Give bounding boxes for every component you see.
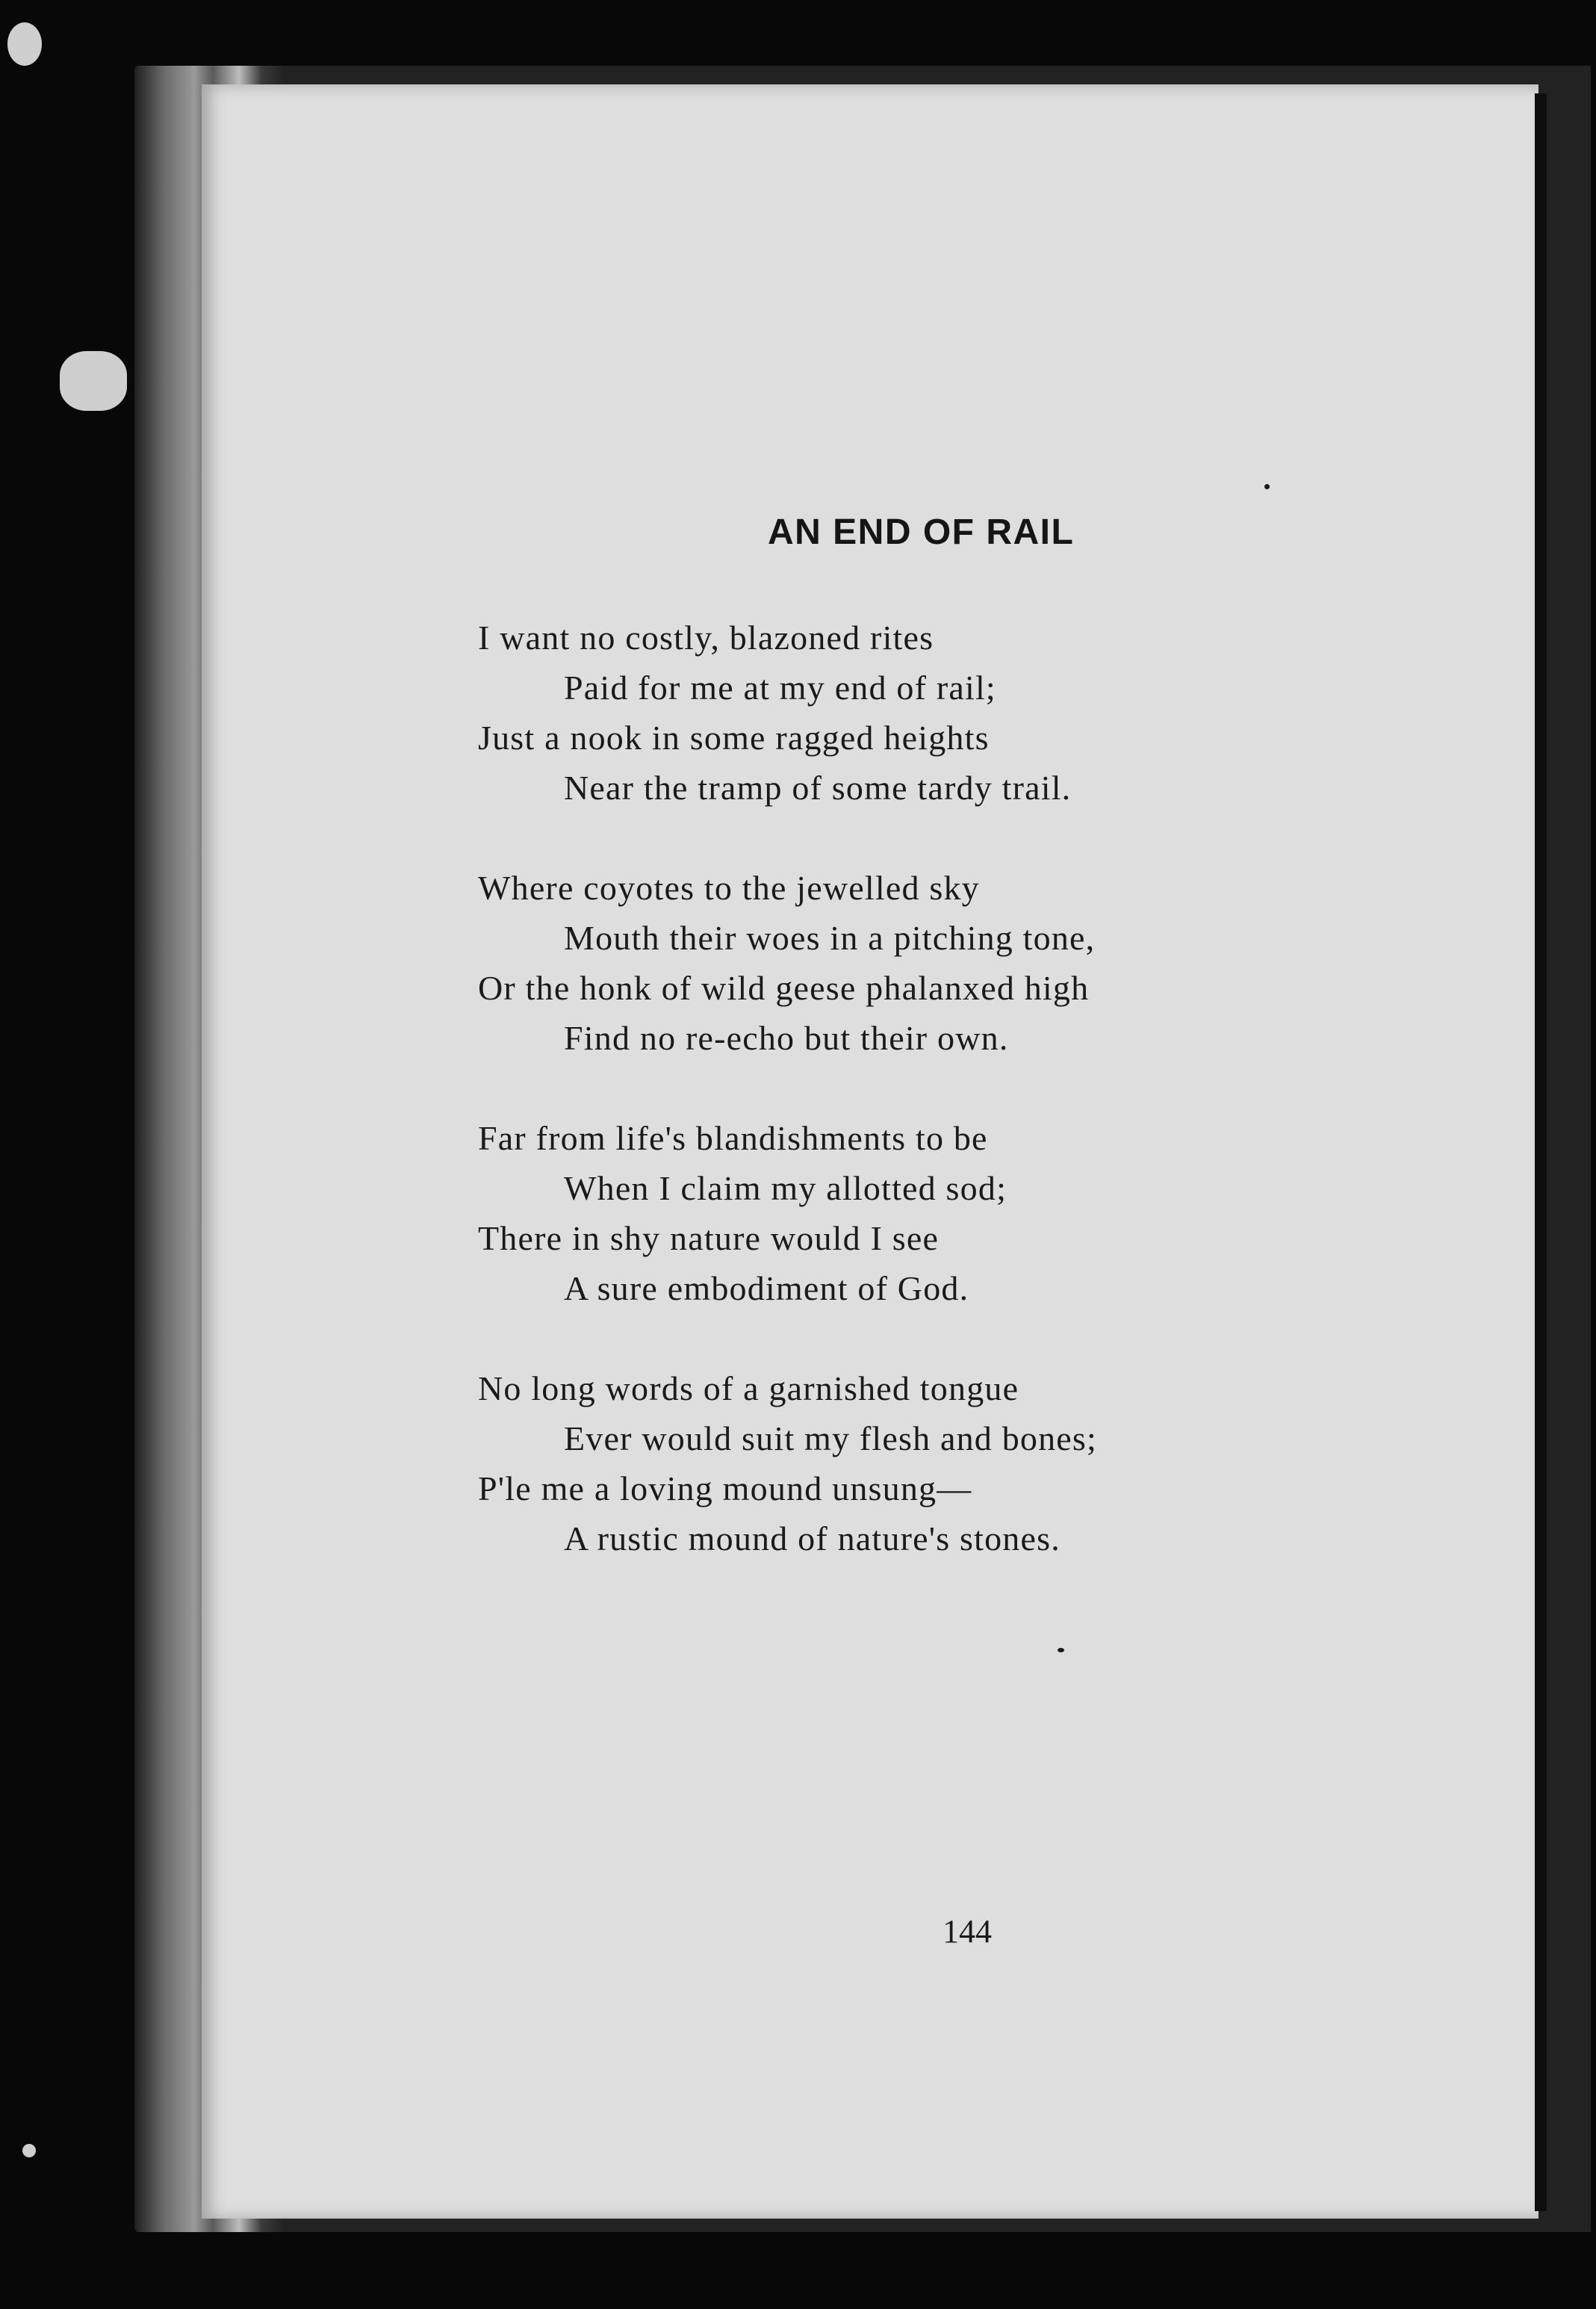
poem-line: Find no re-echo but their own. <box>564 1019 1009 1057</box>
poem-line: There in shy nature would I see <box>478 1219 940 1257</box>
stanza <box>478 1363 1329 1563</box>
poem-line: Ever would suit my flesh and bones; <box>564 1419 1098 1457</box>
poem-title: AN END OF RAIL <box>768 512 1075 552</box>
poem-line: Or the honk of wild geese phalanxed high <box>478 969 1090 1007</box>
dust-speck <box>22 2144 36 2157</box>
page-number: 144 <box>943 1913 992 1950</box>
poem-line: Just a nook in some ragged heights <box>478 719 990 757</box>
poem-line: A rustic mound of nature's stones. <box>564 1519 1061 1558</box>
poem-line: Far from life's blandishments to be <box>478 1119 988 1157</box>
poem-line: No long words of a garnished tongue <box>478 1369 1019 1407</box>
dust-speck <box>7 22 42 66</box>
poem-line: P'le me a loving mound unsung— <box>478 1469 972 1507</box>
poem-line: I want no costly, blazoned rites <box>478 619 934 657</box>
stanza <box>478 1113 1329 1313</box>
poem-body <box>478 613 1329 1614</box>
poem-line: Paid for me at my end of rail; <box>564 669 996 707</box>
dust-speck <box>1058 1648 1064 1652</box>
dust-speck <box>1264 484 1270 489</box>
poem-line: Near the tramp of some tardy trail. <box>564 769 1072 807</box>
poem-line: When I claim my allotted sod; <box>564 1169 1007 1207</box>
poem-line: A sure embodiment of God. <box>564 1269 969 1307</box>
book-gutter-shadow <box>1535 93 1547 2211</box>
poem-line: Where coyotes to the jewelled sky <box>478 869 980 907</box>
dust-speck <box>60 351 127 411</box>
stanza <box>478 613 1329 813</box>
stanza <box>478 863 1329 1063</box>
poem-line: Mouth their woes in a pitching tone, <box>564 919 1096 957</box>
